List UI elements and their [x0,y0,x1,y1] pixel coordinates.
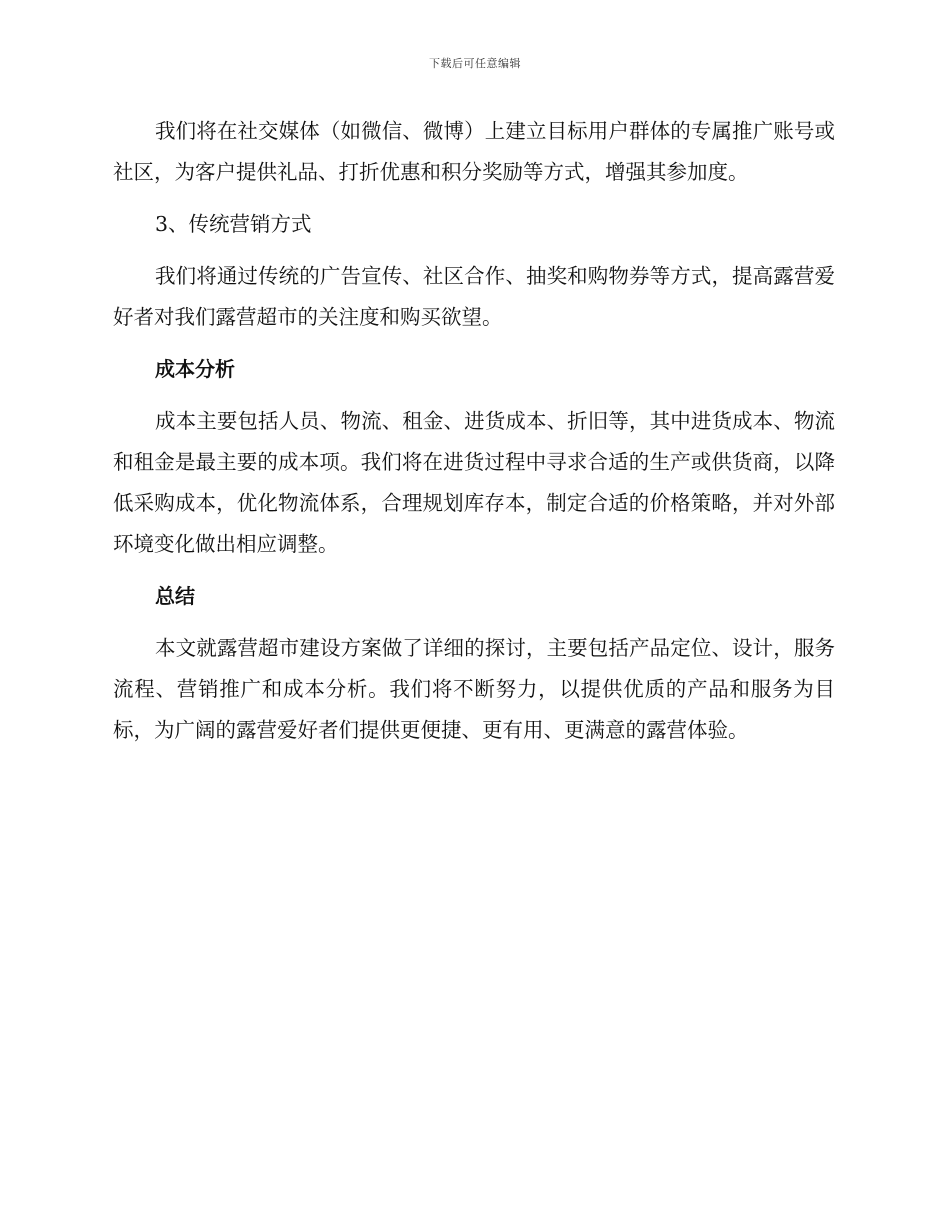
paragraph-social-media: 我们将在社交媒体（如微信、微博）上建立目标用户群体的专属推广账号或社区，为客户提供礼品、打折优惠和积分奖励等方式，增强其参加度。 [113,119,835,184]
paragraph-cost-analysis: 成本主要包括人员、物流、租金、进货成本、折旧等，其中进货成本、物流和租金是最主要的成本项。我们将在进货过程中寻求合适的生产或供货商，以降低采购成本，优化物流体系，合理规划库存本，制定合适的价格策略，并对外部环境变化做出相应调整。 [113,409,835,556]
header-note: 下载后可任意编辑 [429,57,521,70]
subheading-traditional-marketing: 3、传统营销方式 [155,212,312,236]
document-body [113,111,835,751]
heading-summary: 总结 [155,584,195,608]
heading-cost-analysis: 成本分析 [155,357,235,381]
paragraph-summary: 本文就露营超市建设方案做了详细的探讨，主要包括产品定位、设计，服务流程、营销推广和成本分析。我们将不断努力，以提供优质的产品和服务为目标，为广阔的露营爱好者们提供更便捷、更有用、更满意的露营体验。 [113,636,835,742]
paragraph-traditional-marketing: 我们将通过传统的广告宣传、社区合作、抽奖和购物券等方式，提高露营爱好者对我们露营超市的关注度和购买欲望。 [113,264,835,329]
